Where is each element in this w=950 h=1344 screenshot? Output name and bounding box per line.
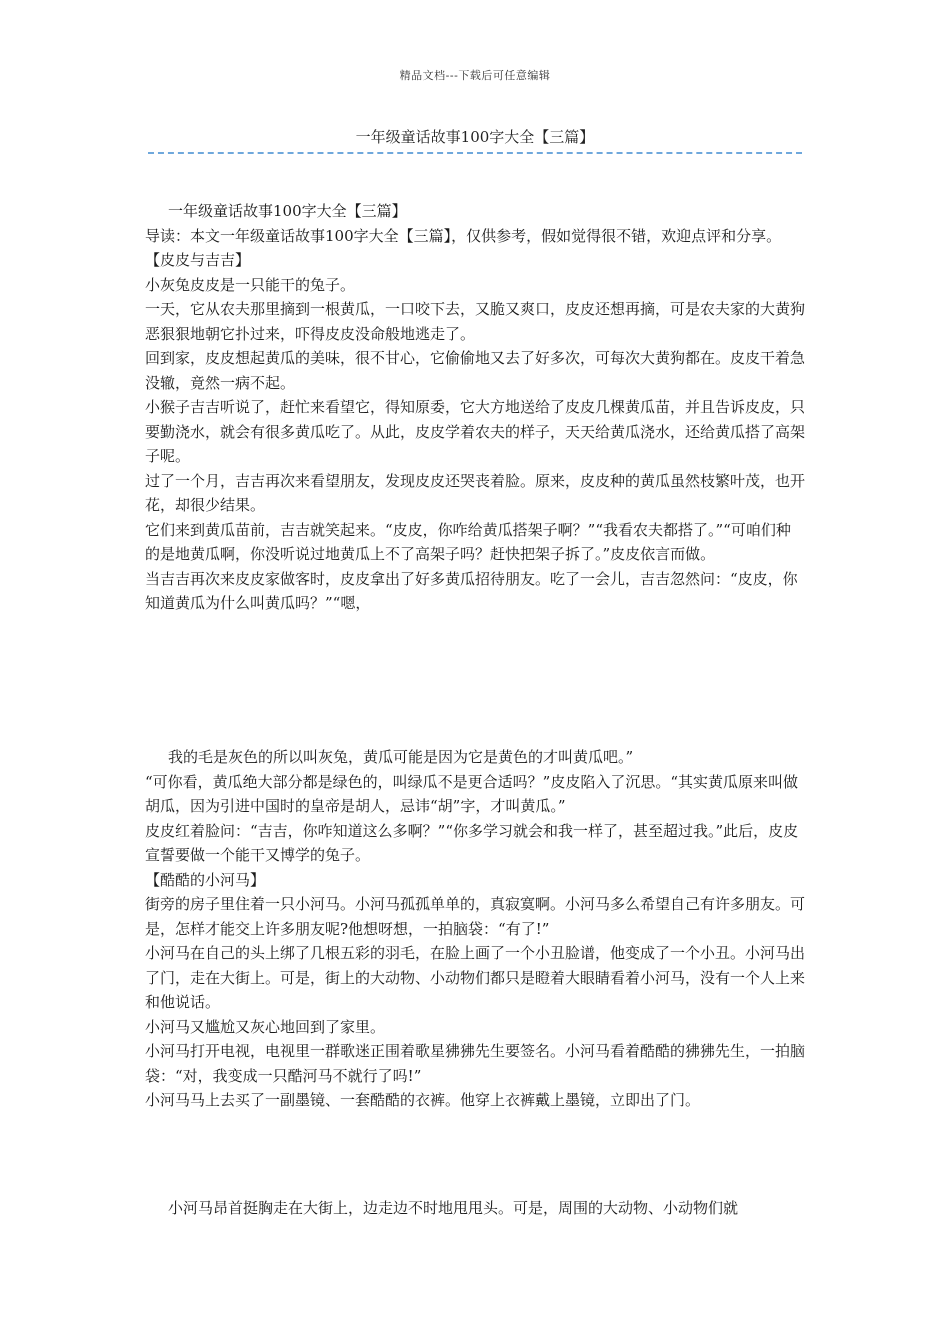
text-block-page-1 (145, 199, 805, 616)
body-paragraph: 小河马昂首挺胸走在大街上，边走边不时地甩甩头。可是，周围的大动物、小动物们就 (168, 1199, 739, 1217)
header-watermark: 精品文档---下载后可任意编辑 (399, 69, 551, 82)
text-block-page-3 (145, 1196, 805, 1221)
title-divider (148, 152, 802, 154)
body-paragraph: 小河马又尴尬又灰心地回到了家里。 (145, 1017, 386, 1036)
body-paragraph: 小河马打开电视，电视里一群歌迷正围着歌星狒狒先生要签名。小河马看着酷酷的狒狒先生，一拍脑袋：“对，我变成一只酷河马不就行了吗!” (145, 1042, 806, 1085)
body-paragraph: 回到家，皮皮想起黄瓜的美味，很不甘心，它偷偷地又去了好多次，可每次大黄狗都在。皮皮干着急没辙，竟然一病不起。 (145, 349, 806, 392)
body-paragraph: 一天，它从农夫那里摘到一根黄瓜，一口咬下去，又脆又爽口，皮皮还想再摘，可是农夫家的大黄狗恶狠狠地朝它扑过来，吓得皮皮没命般地逃走了。 (145, 300, 806, 343)
body-paragraph: 小猴子吉吉听说了，赶忙来看望它，得知原委，它大方地送给了皮皮几棵黄瓜苗，并且告诉皮皮，只要勤浇水，就会有很多黄瓜吃了。从此，皮皮学着农夫的样子，天天给黄瓜浇水，还给黄瓜搭了高架子呢。 (145, 398, 806, 465)
body-paragraph: 小河马马上去买了一副墨镜、一套酷酷的衣裤。他穿上衣裤戴上墨镜，立即出了门。 (145, 1091, 701, 1109)
intro-paragraph: 导读：本文一年级童话故事100字大全【三篇】，仅供参考，假如觉得很不错，欢迎点评和分享。 (145, 226, 782, 245)
body-paragraph: 小河马在自己的头上绑了几根五彩的羽毛，在脸上画了一个小丑脸谱，他变成了一个小丑。小河马出了门，走在大街上。可是，街上的大动物、小动物们都只是瞪着大眼睛看着小河马，没有一个人上来和他说话。 (145, 944, 806, 1011)
body-paragraph: 我的毛是灰色的所以叫灰兔，黄瓜可能是因为它是黄色的才叫黄瓜吧。” (168, 748, 634, 766)
body-paragraph: 过了一个月，吉吉再次来看望朋友，发现皮皮还哭丧着脸。原来，皮皮种的黄瓜虽然枝繁叶茂，也开花，却很少结果。 (145, 471, 806, 514)
text-block-page-2 (145, 745, 805, 1113)
story-heading-pipi-jiji: 【皮皮与吉吉】 (145, 251, 251, 269)
story-heading-hippo: 【酷酷的小河马】 (145, 870, 266, 889)
body-paragraph: 它们来到黄瓜苗前，吉吉就笑起来。“皮皮，你咋给黄瓜搭架子啊？”“我看农夫都搭了。”“可咱们种的是地黄瓜啊，你没听说过地黄瓜上不了高架子吗？赶快把架子拆了。”皮皮依言而做。 (145, 520, 791, 563)
section-heading: 一年级童话故事100字大全【三篇】 (168, 202, 407, 220)
body-paragraph: 街旁的房子里住着一只小河马。小河马孤孤单单的，真寂寞啊。小河马多么希望自己有许多朋友。可是，怎样才能交上许多朋友呢?他想呀想，一拍脑袋：“有了!” (145, 895, 806, 938)
body-paragraph: “可你看，黄瓜绝大部分都是绿色的，叫绿瓜不是更合适吗？”皮皮陷入了沉思。“其实黄瓜原来叫做胡瓜，因为引进中国时的皇帝是胡人，忌讳“胡”字，才叫黄瓜。” (145, 772, 799, 815)
body-paragraph: 皮皮红着脸问：“吉吉，你咋知道这么多啊？”“你多学习就会和我一样了，甚至超过我。”此后，皮皮宣誓要做一个能干又博学的兔子。 (145, 821, 799, 864)
document-title: 一年级童话故事100字大全【三篇】 (355, 128, 595, 146)
body-paragraph: 小灰兔皮皮是一只能干的兔子。 (145, 275, 356, 294)
body-paragraph: 当吉吉再次来皮皮家做客时，皮皮拿出了好多黄瓜招待朋友。吃了一会儿，吉吉忽然问：“皮皮，你知道黄瓜为什么叫黄瓜吗？”“嗯， (145, 569, 798, 612)
